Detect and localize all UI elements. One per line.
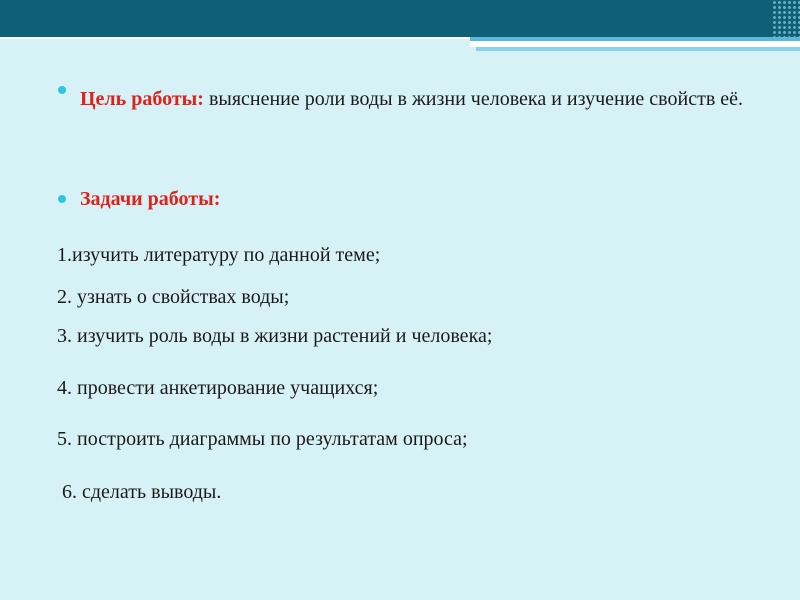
goal-paragraph bbox=[80, 78, 755, 120]
goal-text: выяснение роли воды в жизни человека и изучение свойств её. bbox=[203, 88, 744, 110]
task-item: 6. сделать выводы. bbox=[57, 481, 222, 503]
task-item: 3. изучить роль воды в жизни растений и человека; bbox=[57, 325, 493, 347]
goal-label: Цель работы: bbox=[80, 88, 204, 110]
task-item: 4. провести анкетирование учащихся; bbox=[57, 377, 379, 399]
tasks-label: Задачи работы: bbox=[80, 188, 221, 210]
task-item: 1.изучить литературу по данной теме; bbox=[57, 244, 381, 266]
task-item: 2. узнать о свойствах воды; bbox=[57, 286, 290, 308]
bullet-icon bbox=[58, 195, 66, 203]
bullet-icon bbox=[58, 86, 66, 94]
task-item: 5. построить диаграммы по результатам опроса; bbox=[57, 428, 468, 450]
